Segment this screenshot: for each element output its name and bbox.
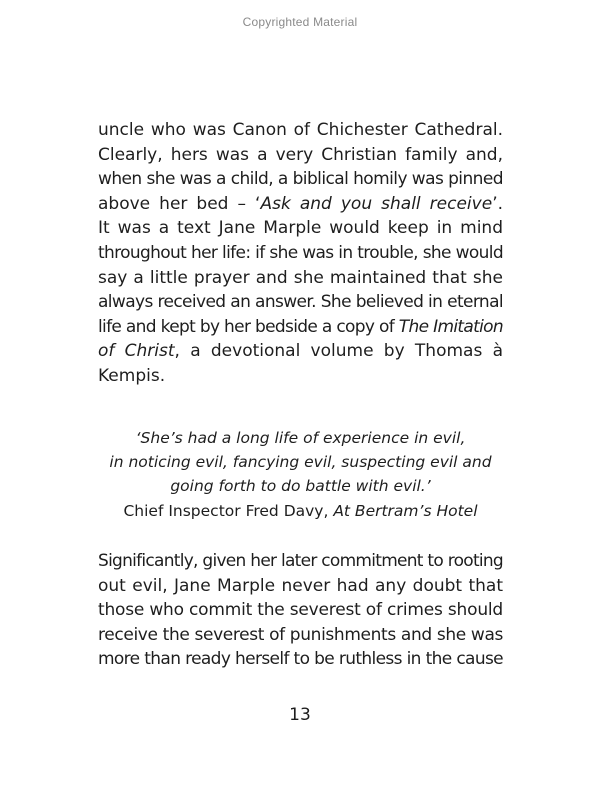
quote-line: in noticing evil, fancying evil, suspecting evil and	[109, 453, 492, 472]
attribution-speaker: Chief Inspector Fred Davy,	[123, 501, 334, 520]
text-line: when she was a child, a biblical homily was pinned	[98, 169, 503, 190]
text-line: uncle who was Canon of Chichester Cathedral.	[98, 120, 503, 140]
text-segment: above her bed – ‘	[98, 193, 261, 214]
text-line	[98, 192, 503, 217]
text-line: It was a text Jane Marple would keep in mind	[98, 218, 503, 239]
text-line	[98, 339, 503, 364]
text-line: Clearly, hers was a very Christian family and,	[98, 144, 503, 165]
text-line: out evil, Jane Marple never had any doubt that	[98, 575, 503, 596]
book-title: of Christ	[98, 341, 175, 362]
epigraph-quote	[98, 426, 503, 523]
text-segment: , a devotional volume by Thomas à	[174, 341, 503, 362]
biblical-quote: Ask and you shall receive	[260, 193, 493, 214]
text-line: Significantly, given her later commitment to rooting	[98, 551, 503, 571]
copyright-watermark: Copyrighted Material	[242, 15, 358, 29]
page-number: 13	[289, 705, 311, 725]
text-line: say a little prayer and she maintained that she	[98, 267, 503, 288]
quote-attribution	[98, 499, 503, 523]
text-line: always received an answer. She believed in eternal	[98, 292, 503, 313]
text-line: throughout her life: if she was in trouble, she would	[98, 242, 503, 263]
text-segment: ’.	[492, 193, 503, 214]
text-line	[98, 315, 503, 340]
book-title: The Imitation	[398, 316, 504, 337]
text-line: Kempis.	[98, 365, 166, 386]
quote-line: going forth to do battle with evil.’	[170, 477, 431, 496]
attribution-book-title: At Bertram’s Hotel	[333, 501, 478, 520]
text-line: those who commit the severest of crimes should	[98, 600, 503, 621]
text-line: more than ready herself to be ruthless in the cause	[98, 649, 503, 670]
text-segment: life and kept by her bedside a copy of	[98, 316, 399, 337]
body-paragraph-2	[98, 549, 503, 672]
text-line: receive the severest of punishments and she was	[98, 624, 503, 645]
body-paragraph-1	[98, 118, 503, 389]
quote-line: ‘She’s had a long life of experience in evil,	[135, 429, 466, 447]
